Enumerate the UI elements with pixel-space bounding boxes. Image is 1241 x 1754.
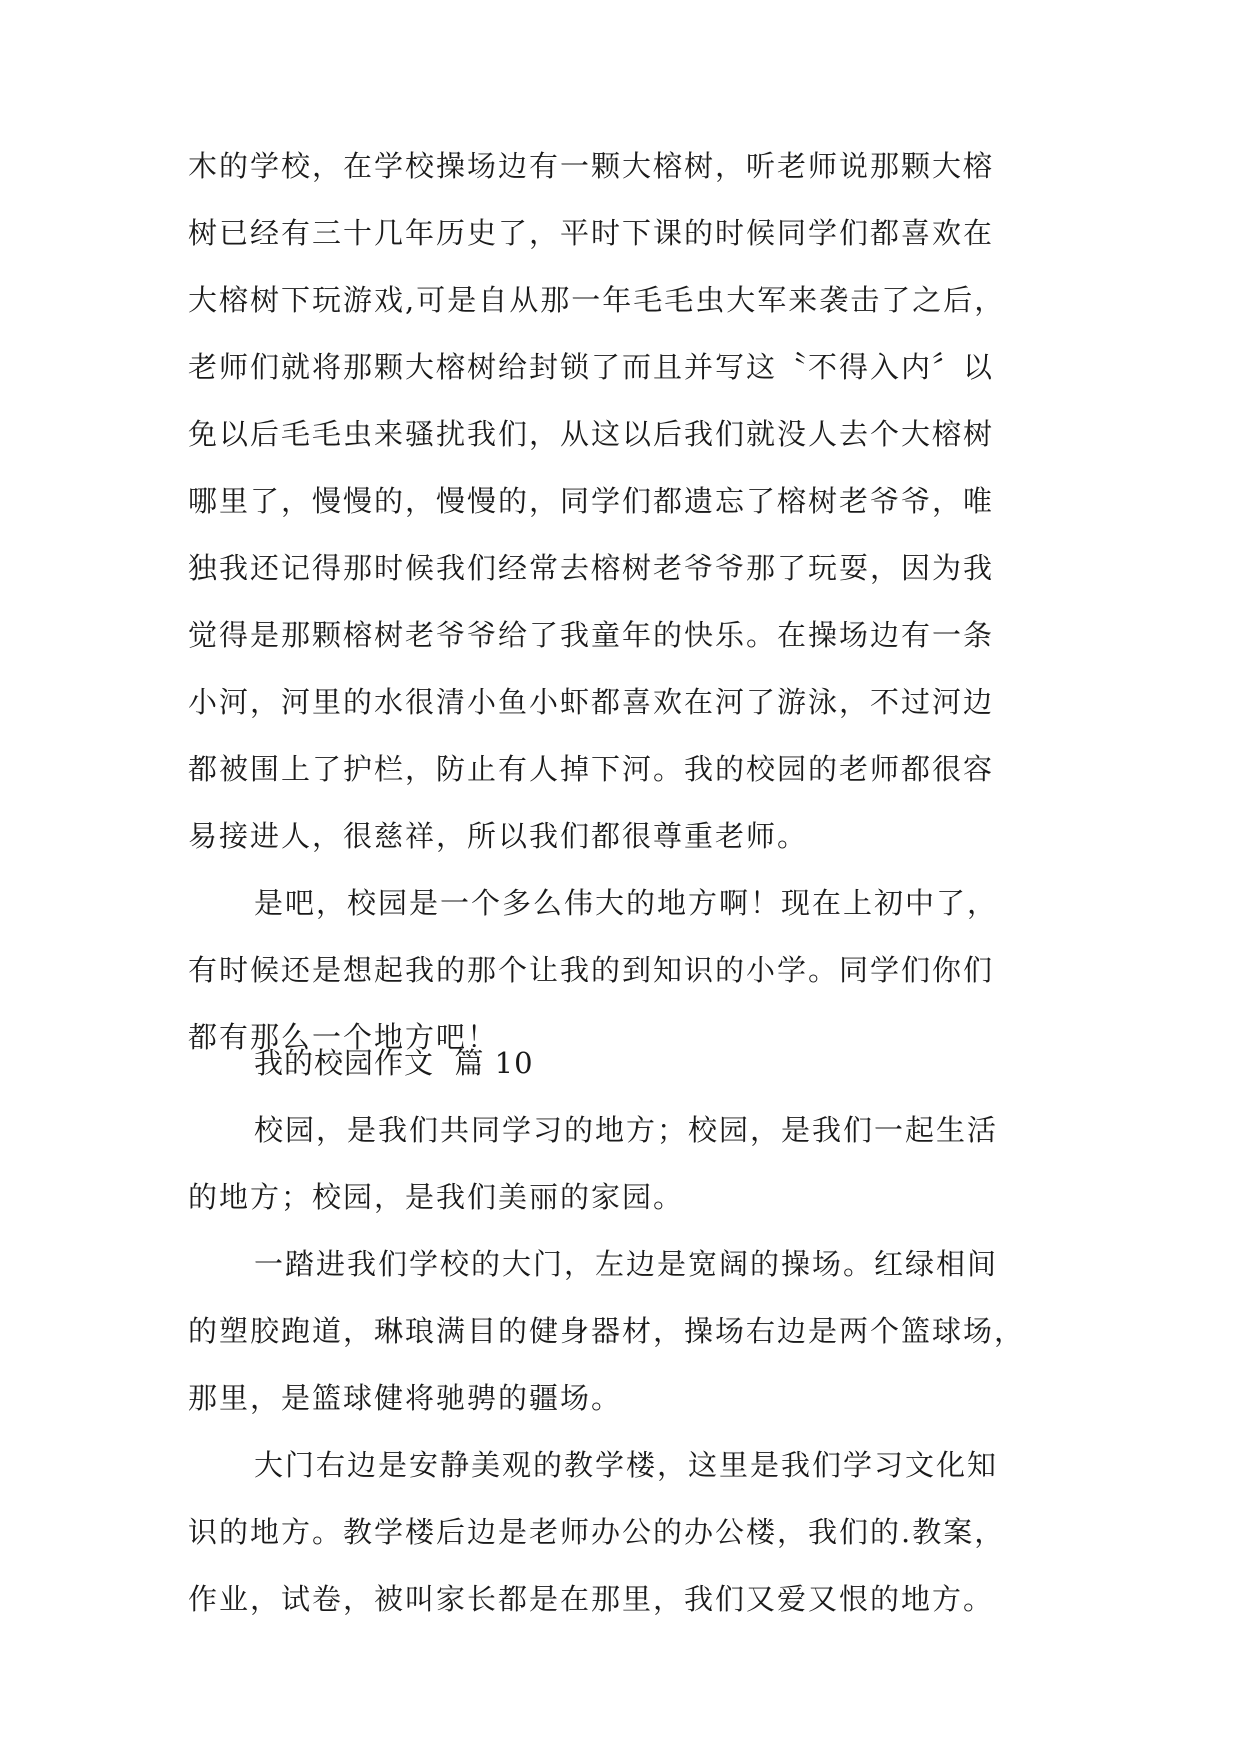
text-line: 作业，试卷，被叫家长都是在那里，我们又爱又恨的地方。 — [188, 1582, 995, 1616]
text-line: 树已经有三十几年历史了，平时下课的时候同学们都喜欢在 — [188, 216, 995, 250]
text-line: 觉得是那颗榕树老爷爷给了我童年的快乐。在操场边有一条 — [188, 618, 995, 652]
text-line: 易接进人，很慈祥，所以我们都很尊重老师。 — [188, 819, 809, 853]
essay-part-1 — [188, 133, 1088, 1071]
text-line: 识的地方。教学楼后边是老师办公的办公楼，我们的.教案， — [188, 1515, 1006, 1549]
text-line: 的塑胶跑道，琳琅满目的健身器材，操场右边是两个篮球场， — [188, 1314, 1026, 1348]
paragraph-first-line: 校园，是我们共同学习的地方；校园，是我们一起生活 — [254, 1113, 999, 1147]
paragraph-first-line: 大门右边是安静美观的教学楼，这里是我们学习文化知 — [254, 1448, 999, 1482]
text-line: 小河，河里的水很清小鱼小虾都喜欢在河了游泳，不过河边 — [188, 685, 995, 719]
text-line: 独我还记得那时候我们经常去榕树老爷爷那了玩耍，因为我 — [188, 551, 995, 585]
text-line: 老师们就将那颗大榕树给封锁了而且并写这〝不得入内〞以 — [188, 350, 995, 384]
text-line: 哪里了，慢慢的，慢慢的，同学们都遗忘了榕树老爷爷，唯 — [188, 484, 995, 518]
paragraph-first-line: 一踏进我们学校的大门，左边是宽阔的操场。红绿相间 — [254, 1247, 999, 1281]
text-line: 免以后毛毛虫来骚扰我们，从这以后我们就没人去个大榕树 — [188, 417, 995, 451]
text-line: 都被围上了护栏，防止有人掉下河。我的校园的老师都很容 — [188, 752, 995, 786]
text-line: 的地方；校园，是我们美丽的家园。 — [188, 1180, 685, 1214]
text-line: 木的学校，在学校操场边有一颗大榕树，听老师说那颗大榕 — [188, 149, 995, 183]
section-heading: 我的校园作文 篇 10 — [254, 1046, 534, 1080]
text-line: 那里，是篮球健将驰骋的疆场。 — [188, 1381, 623, 1415]
paragraph-first-line: 是吧，校园是一个多么伟大的地方啊！现在上初中了， — [254, 886, 999, 920]
text-line: 大榕树下玩游戏,可是自从那一年毛毛虫大军来袭击了之后， — [188, 283, 1006, 317]
text-line: 都有那么一个地方吧！ — [188, 1020, 499, 1054]
text-line: 有时候还是想起我的那个让我的到知识的小学。同学们你们 — [188, 953, 995, 987]
essay-part-2 — [188, 1030, 1088, 1633]
